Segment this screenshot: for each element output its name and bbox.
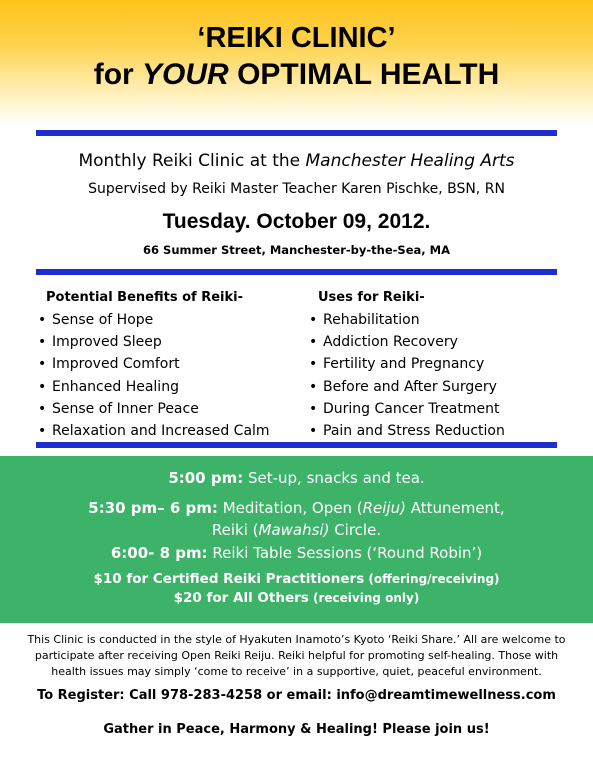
list-item: • Relaxation and Increased Calm	[38, 420, 270, 442]
schedule-text-2a: Meditation, Open (	[217, 499, 363, 517]
schedule-em-reiju: Reiju)	[362, 499, 406, 517]
uses-list	[309, 309, 505, 442]
benefits-list	[38, 309, 270, 442]
schedule-line-3	[0, 544, 593, 562]
schedule-text-2d: Circle.	[329, 521, 382, 539]
schedule-line-2	[0, 499, 593, 517]
list-item: • Enhanced Healing	[38, 376, 270, 398]
closing-line: Gather in Peace, Harmony & Healing! Please join us!	[103, 722, 490, 737]
divider-bottom	[36, 442, 557, 448]
list-item: • During Cancer Treatment	[309, 398, 505, 420]
price-1-note: (offering/receiving)	[364, 572, 500, 586]
schedule-em-mawahsi: Mawahsi)	[258, 521, 330, 539]
clinic-description: This Clinic is conducted in the style of Hyakuten Inamoto’s Kyoto ‘Reiki Share.’ All are welcome to participate after receiving Open Reiki Reiju. Reiki helpful for promoting self-healing. Those with health issues may simply ‘come to receive’ in a supportive, quiet, peaceful environment.	[27, 633, 566, 678]
schedule-time-2: 5:30 pm– 6 pm:	[88, 499, 218, 517]
schedule-text-1: Set-up, snacks and tea.	[243, 469, 425, 487]
price-1: $10 for Certified Reiki Practitioners	[93, 571, 365, 587]
price-2: $20 for All Others	[173, 590, 309, 606]
list-item: • Improved Sleep	[38, 331, 270, 353]
supervisor-line: Supervised by Reiki Master Teacher Karen Pischke, BSN, RN	[88, 181, 505, 197]
header-banner	[0, 0, 593, 125]
list-item: • Pain and Stress Reduction	[309, 420, 505, 442]
price-2-note: (receiving only)	[308, 591, 420, 605]
list-item: • Before and After Surgery	[309, 376, 505, 398]
schedule-time-1: 5:00 pm:	[168, 469, 244, 487]
benefits-heading: Potential Benefits of Reiki-	[46, 290, 243, 305]
title-emphasis: YOUR	[142, 58, 229, 91]
list-item: • Sense of Hope	[38, 309, 270, 331]
schedule-text-2b: Attunement,	[405, 499, 505, 517]
schedule-text-2c: Reiki (	[211, 521, 259, 539]
list-item: • Rehabilitation	[309, 309, 505, 331]
schedule-panel	[0, 456, 593, 623]
title-line-1: ‘REIKI CLINIC’	[197, 22, 396, 54]
schedule-time-3: 6:00- 8 pm:	[110, 544, 208, 562]
price-line-1	[0, 571, 593, 587]
uses-heading: Uses for Reiki-	[318, 290, 425, 305]
schedule-line-1	[0, 469, 593, 487]
title-line-2	[0, 58, 593, 92]
event-date: Tuesday. October 09, 2012.	[162, 210, 431, 233]
title-line-2-post: OPTIMAL HEALTH	[228, 58, 500, 91]
event-address: 66 Summer Street, Manchester-by-the-Sea, MA	[143, 243, 450, 257]
monthly-clinic-line	[0, 151, 593, 171]
schedule-line-2-cont	[0, 521, 593, 539]
list-item: • Addiction Recovery	[309, 331, 505, 353]
schedule-text-3: Reiki Table Sessions (‘Round Robin’)	[207, 544, 483, 562]
title-line-2-pre: for	[93, 58, 143, 91]
monthly-pre: Monthly Reiki Clinic at the	[78, 151, 306, 171]
price-line-2	[0, 590, 593, 606]
list-item: • Sense of Inner Peace	[38, 398, 270, 420]
divider-top	[36, 130, 557, 136]
venue-name: Manchester Healing Arts	[305, 151, 515, 171]
registration-line: To Register: Call 978-283-4258 or email: info@dreamtimewellness.com	[37, 688, 556, 703]
list-item: • Fertility and Pregnancy	[309, 353, 505, 375]
list-item: • Improved Comfort	[38, 353, 270, 375]
divider-middle	[36, 269, 557, 275]
